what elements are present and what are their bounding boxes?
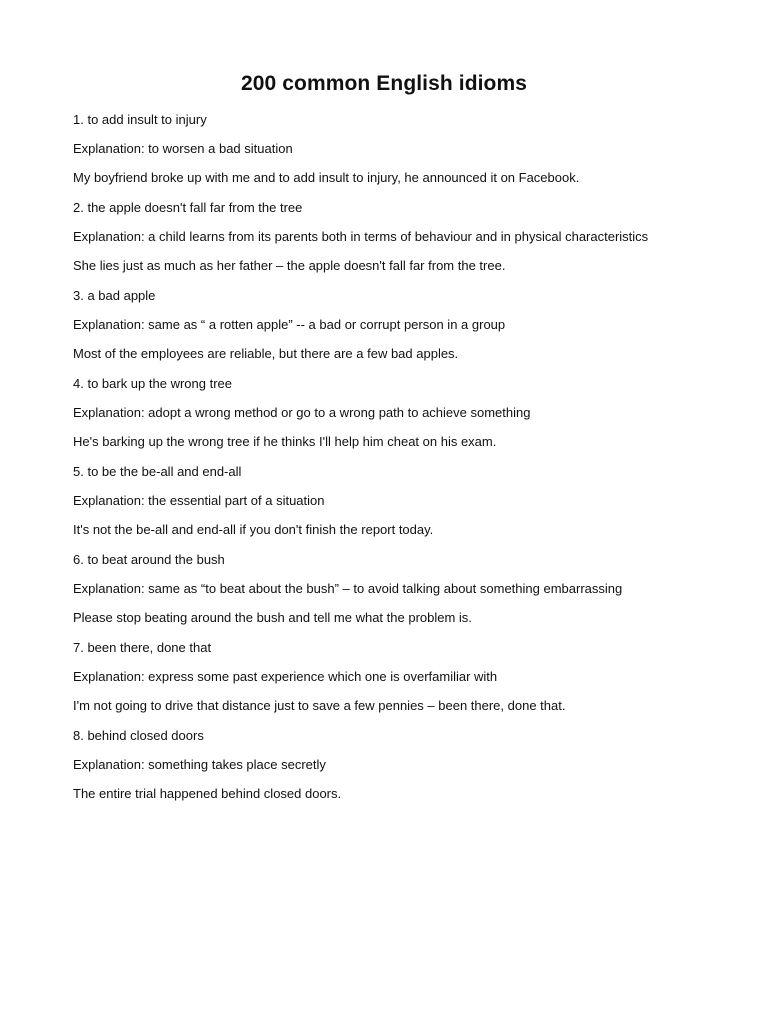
idiom-entry-4	[73, 375, 713, 450]
idiom-example: She lies just as much as her father – the apple doesn't fall far from the tree.	[73, 258, 506, 273]
idiom-explanation: Explanation: to worsen a bad situation	[73, 141, 293, 156]
idiom-example: Please stop beating around the bush and tell me what the problem is.	[73, 610, 472, 625]
idiom-heading: 5. to be the be-all and end-all	[73, 464, 242, 479]
idiom-entry-1	[73, 111, 713, 186]
idiom-explanation: Explanation: a child learns from its parents both in terms of behaviour and in physical characteristics	[73, 229, 649, 244]
idiom-heading: 3. a bad apple	[73, 288, 156, 303]
idiom-explanation: Explanation: same as “ a rotten apple” -- a bad or corrupt person in a group	[73, 317, 506, 332]
idiom-entry-8	[73, 727, 713, 802]
idiom-heading: 4. to bark up the wrong tree	[73, 376, 232, 391]
idiom-heading: 8. behind closed doors	[73, 728, 204, 743]
idiom-explanation: Explanation: express some past experience which one is overfamiliar with	[73, 669, 498, 684]
idiom-example: The entire trial happened behind closed doors.	[73, 786, 342, 801]
idiom-entry-6	[73, 551, 713, 626]
idiom-entry-5	[73, 463, 713, 538]
idiom-explanation: Explanation: same as “to beat about the bush” – to avoid talking about something embarrassing	[73, 581, 623, 596]
idiom-heading: 1. to add insult to injury	[73, 112, 207, 127]
idiom-list	[73, 111, 713, 815]
idiom-example: I'm not going to drive that distance just to save a few pennies – been there, done that.	[73, 698, 566, 713]
idiom-example: My boyfriend broke up with me and to add insult to injury, he announced it on Facebook.	[73, 170, 580, 185]
idiom-entry-2	[73, 199, 713, 274]
idiom-heading: 2. the apple doesn't fall far from the tree	[73, 200, 303, 215]
idiom-explanation: Explanation: adopt a wrong method or go to a wrong path to achieve something	[73, 405, 531, 420]
page-title: 200 common English idioms	[240, 72, 528, 95]
idiom-heading: 6. to beat around the bush	[73, 552, 225, 567]
idiom-entry-7	[73, 639, 713, 714]
idiom-example: Most of the employees are reliable, but there are a few bad apples.	[73, 346, 459, 361]
idiom-explanation: Explanation: something takes place secretly	[73, 757, 326, 772]
idiom-explanation: Explanation: the essential part of a situation	[73, 493, 325, 508]
idiom-entry-3	[73, 287, 713, 362]
idiom-heading: 7. been there, done that	[73, 640, 212, 655]
idiom-example: It's not the be-all and end-all if you don't finish the report today.	[73, 522, 434, 537]
idiom-example: He's barking up the wrong tree if he thinks I'll help him cheat on his exam.	[73, 434, 497, 449]
